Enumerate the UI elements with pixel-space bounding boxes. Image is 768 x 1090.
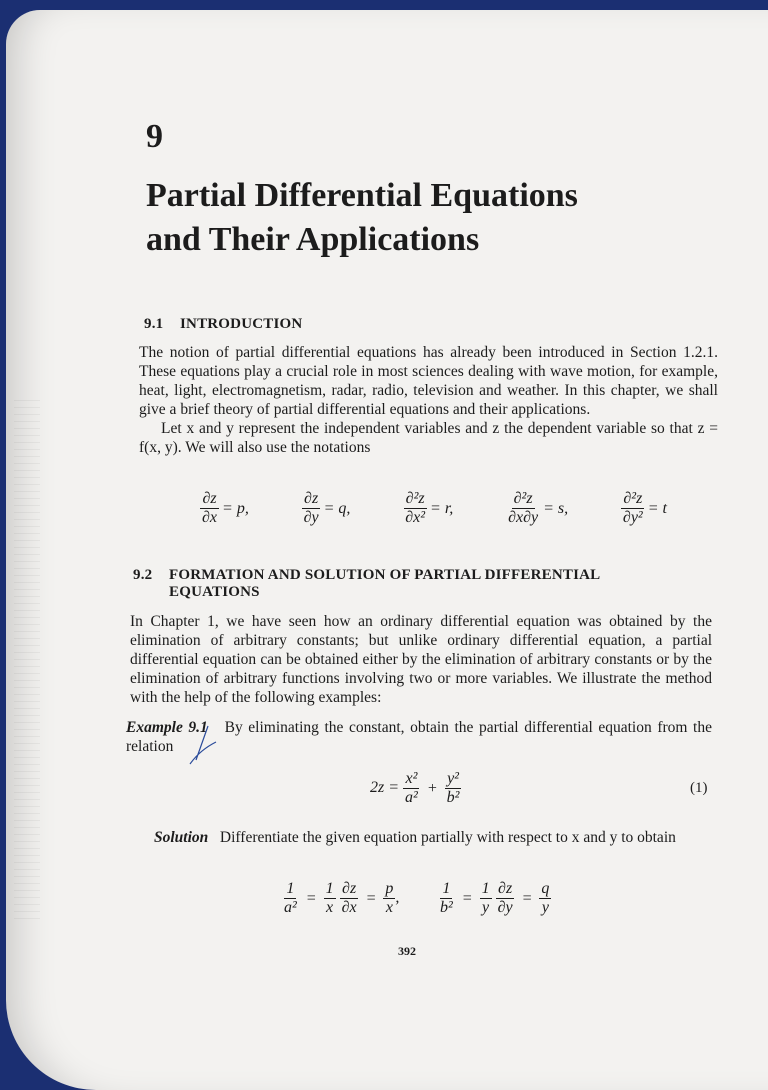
example-text: By eliminating the constant, obtain the partial differential equation from the relation bbox=[126, 719, 712, 755]
notation-s: $\frac{\text{∂²z}}{\partial x\partial y}$ = s, bbox=[508, 490, 569, 526]
section-9-2-body: In Chapter 1, we have seen how an ordinary differential equation was obtained by the elimination of arbitrary constants; but unlike ordinary differential equation, a partial differential equation can be obtained either by the elimination of arbitrary constants or by the elimination of arbitrary functions involving two or more variables. We illustrate the method with the help of the following examples: bbox=[130, 613, 712, 706]
section-9-1-body bbox=[139, 343, 718, 457]
notation-q: $\frac{\partial z}{\partial y}$ = q, bbox=[303, 490, 351, 526]
equation-number: (1) bbox=[690, 780, 708, 796]
page-number: 392 bbox=[398, 944, 416, 958]
solution-paragraph bbox=[120, 828, 710, 847]
solution-text: Differentiate the given equation partially with respect to x and y to obtain bbox=[219, 829, 676, 846]
book-page bbox=[6, 10, 768, 1090]
solution-equation-2: $\frac{1}{\text{b²}}$ = $\frac{1}{y}$ $\frac{\partial z}{\partial y}$ = $\frac{q}{y}$ bbox=[440, 880, 550, 916]
notation-paragraph: Let x and y represent the independent variables and z the dependent variable so that z = f(x, y). We will also use the notations bbox=[139, 420, 718, 456]
binding-shadow bbox=[14, 400, 40, 920]
chapter-title bbox=[146, 174, 578, 262]
chapter-title-line2: and Their Applications bbox=[146, 221, 480, 258]
notation-r: $\frac{\text{∂²z}}{\text{∂x²}}$ = r, bbox=[405, 490, 454, 526]
solution-label: Solution bbox=[154, 829, 209, 846]
intro-paragraph: The notion of partial differential equations has already been introduced in Section 1.2.1. These equations play a crucial role in most sciences dealing with wave motion, for example, heat, light, electromagnetism, radar, radio, television and weather. In this chapter, we shall give a brief theory of partial differential equations and their applications. bbox=[139, 344, 718, 418]
notation-t: $\frac{\text{∂²z}}{\text{∂y²}}$ = t bbox=[622, 490, 667, 526]
notation-p: $\frac{\partial z}{\partial x}$ = p, bbox=[202, 490, 249, 526]
notation-equations bbox=[200, 490, 670, 527]
example-label: Example 9.1 bbox=[126, 719, 208, 736]
section-heading-9-1: 9.1 INTRODUCTION bbox=[144, 316, 303, 332]
pen-mark bbox=[186, 720, 226, 770]
chapter-number: 9 bbox=[146, 118, 163, 155]
section-heading-9-2: 9.2 FORMATION AND SOLUTION OF PARTIAL DIFFERENTIAL EQUATIONS bbox=[133, 567, 601, 600]
solution-equation-1: $\frac{1}{\text{a²}}$ = $\frac{1}{x}$ $\frac{\partial z}{\partial x}$ = $\frac{p}{x}$ , bbox=[284, 880, 400, 916]
example-equation: 2z = $\frac{\text{x²}}{\text{a²}}$ + $\frac{\text{y²}}{\text{b²}}$ bbox=[370, 770, 460, 806]
chapter-title-line1: Partial Differential Equations bbox=[146, 177, 578, 214]
